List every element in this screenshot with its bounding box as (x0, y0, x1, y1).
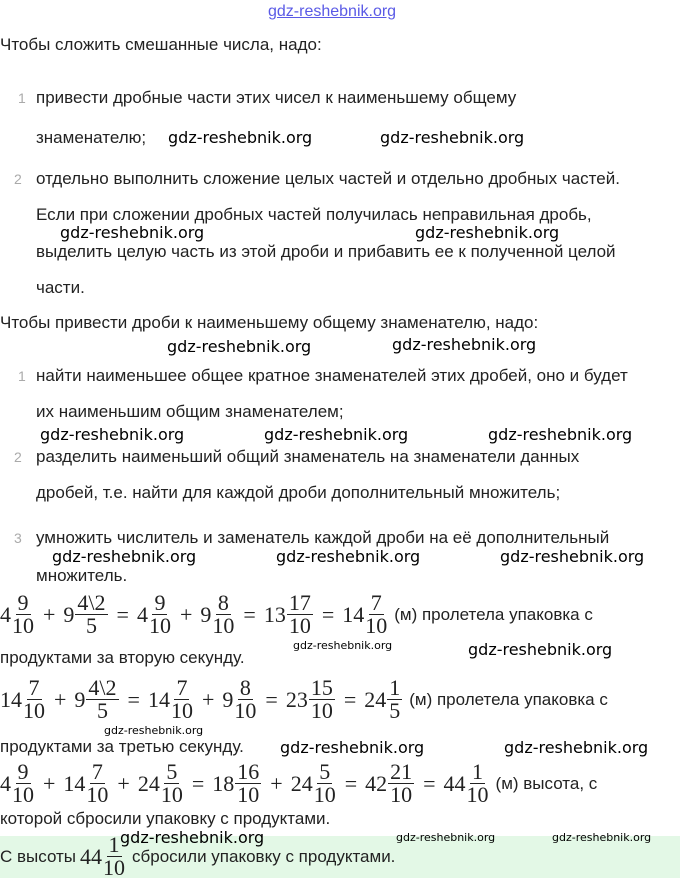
list-number: 1 (18, 90, 26, 106)
whole-part: 14 (0, 686, 22, 712)
fraction (467, 761, 489, 806)
fraction (149, 592, 171, 637)
denominator: 10 (86, 782, 109, 807)
equation-continuation: продуктами за вторую секунду. (0, 648, 245, 667)
mixed-number (148, 677, 194, 722)
equation-continuation: которой сбросили упаковку с продуктами. (0, 809, 331, 828)
mixed-number (138, 761, 184, 806)
denominator: 10 (390, 782, 413, 807)
operator: + (201, 686, 215, 712)
fraction (12, 761, 34, 806)
mixed-number (0, 677, 46, 722)
denominator: 10 (310, 698, 333, 723)
denominator: 10 (160, 782, 183, 807)
watermark: gdz-reshebnik.org (276, 547, 421, 566)
watermark: gdz-reshebnik.org (168, 128, 313, 147)
whole-part: 24 (364, 686, 387, 712)
whole-part: 44 (443, 770, 466, 796)
whole-part: 14 (342, 601, 365, 627)
mixed-number (264, 592, 314, 637)
operator: = (343, 686, 357, 712)
site-watermark-link[interactable]: gdz-reshebnik.org (268, 3, 397, 20)
numerator: 17 (288, 590, 311, 615)
heading-adding-mixed: Чтобы сложить смешанные числа, надо: (0, 35, 322, 54)
numerator: 8 (217, 590, 229, 615)
list-number: 3 (14, 530, 22, 546)
list-item-line: Если при сложении дробных частей получилась неправильная дробь, (36, 205, 592, 224)
denominator: 10 (313, 782, 336, 807)
operator: + (117, 770, 130, 796)
numerator: 1 (389, 675, 401, 700)
numerator: 7 (176, 675, 188, 700)
whole-part: 9 (74, 686, 86, 712)
fraction (309, 677, 335, 722)
watermark: gdz-reshebnik.org (120, 828, 265, 847)
mixed-number (0, 592, 35, 637)
equation-continuation: продуктами за третью секунду. (0, 737, 244, 756)
fraction (12, 592, 34, 637)
operator: = (127, 686, 140, 712)
numerator: 5 (319, 759, 331, 784)
answer-before: С высоты (0, 846, 77, 866)
mixed-number (365, 761, 415, 806)
fraction (388, 761, 414, 806)
mixed-number (222, 677, 257, 722)
mixed-number (63, 761, 109, 806)
list-item-line: умножить числитель и заменатель каждой дроби на её дополнительный (36, 528, 610, 547)
list-item-line: их наименьшим общим знаменателем; (36, 402, 344, 421)
list-item-line: части. (36, 278, 85, 297)
numerator: 21 (390, 759, 413, 784)
mixed-number (212, 761, 262, 806)
fraction (171, 677, 193, 722)
list-item-line: разделить наименьший общий знаменатель на знаменатели данных (36, 447, 580, 466)
watermark: gdz-reshebnik.org (468, 640, 613, 659)
operator: = (321, 601, 335, 627)
denominator: 10 (237, 782, 260, 807)
watermark: gdz-reshebnik.org (264, 425, 409, 444)
whole-part: 18 (212, 770, 235, 796)
numerator: 7 (28, 675, 40, 700)
mixed-number (200, 592, 235, 637)
whole-part: 23 (285, 686, 308, 712)
equation-text: (м) высота, с (495, 773, 598, 793)
numerator: 1 (472, 759, 484, 784)
denominator: 10 (148, 613, 171, 638)
operator: + (43, 601, 56, 627)
denominator: 10 (23, 698, 45, 723)
operator: = (243, 601, 256, 627)
fraction (314, 761, 336, 806)
operator: + (43, 770, 56, 796)
denominator: 10 (12, 782, 34, 807)
equation-text: (м) пролетела упаковка с (409, 689, 608, 709)
whole-part: 14 (147, 686, 170, 712)
mixed-number (0, 761, 35, 806)
watermark: gdz-reshebnik.org (504, 738, 649, 757)
denominator: 10 (103, 855, 126, 880)
numerator: 7 (91, 759, 103, 784)
equation-total-height (0, 761, 597, 806)
mixed-number (137, 592, 172, 637)
fraction (235, 761, 261, 806)
fraction (234, 677, 256, 722)
watermark: gdz-reshebnik.org (167, 337, 312, 356)
denominator: 10 (170, 698, 193, 723)
watermark: gdz-reshebnik.org (293, 639, 393, 652)
whole-part: 13 (263, 601, 286, 627)
equation-third-second (0, 677, 608, 722)
watermark: gdz-reshebnik.org (415, 223, 560, 242)
watermark: gdz-reshebnik.org (104, 724, 204, 737)
whole-part: 24 (137, 770, 160, 796)
operator: = (265, 686, 278, 712)
operator: + (54, 686, 67, 712)
watermark: gdz-reshebnik.org (552, 831, 652, 844)
numerator: 9 (154, 590, 166, 615)
numerator: 16 (237, 759, 260, 784)
list-item-line: найти наименьшее общее кратное знаменателей этих дробей, оно и будет (36, 366, 628, 385)
fraction (23, 677, 45, 722)
whole-part: 24 (290, 770, 313, 796)
operator: = (423, 770, 436, 796)
numerator: 9 (17, 759, 29, 784)
fraction (75, 592, 107, 637)
denominator: 10 (212, 613, 235, 638)
whole-part: 42 (365, 770, 388, 796)
denominator: 5 (96, 698, 108, 723)
numerator: 7 (370, 590, 382, 615)
list-item-line: дробей, т.е. найти для каждой дроби дополнительный множитель; (36, 483, 561, 502)
watermark: gdz-reshebnik.org (488, 425, 633, 444)
whole-part: 9 (222, 686, 234, 712)
mixed-number (342, 592, 388, 637)
whole-part: 4 (136, 601, 148, 627)
numerator: 4\2 (88, 675, 117, 700)
fraction (86, 677, 118, 722)
denominator: 10 (466, 782, 489, 807)
whole-part: 4 (0, 601, 11, 627)
mixed-number (291, 761, 337, 806)
equation-text: (м) пролетела упаковка с (394, 604, 593, 624)
whole-part: 9 (63, 601, 75, 627)
list-number: 2 (14, 171, 22, 187)
mixed-number (286, 677, 336, 722)
denominator: 5 (85, 613, 97, 638)
list-item-line: множитель. (36, 566, 128, 585)
heading-common-denominator: Чтобы привести дроби к наименьшему общему знаменателю, надо: (0, 313, 539, 332)
mixed-number (444, 761, 490, 806)
list-item-line: привести дробные части этих чисел к наименьшему общему (36, 88, 517, 107)
denominator: 10 (365, 613, 388, 638)
numerator: 15 (310, 675, 333, 700)
list-item-line: выделить целую часть из этой дроби и прибавить ее к полученной целой (36, 242, 616, 261)
equation-second-second (0, 592, 593, 637)
list-item-line: отдельно выполнить сложение целых частей и отдельно дробных частей. (36, 169, 620, 188)
list-number: 1 (18, 368, 26, 384)
watermark: gdz-reshebnik.org (380, 128, 525, 147)
fraction (387, 677, 402, 722)
whole-part: 4 (0, 770, 11, 796)
denominator: 10 (234, 698, 257, 723)
numerator: 8 (239, 675, 251, 700)
fraction (365, 592, 387, 637)
operator: + (270, 770, 283, 796)
numerator: 4\2 (77, 590, 106, 615)
watermark: gdz-reshebnik.org (52, 547, 197, 566)
fraction (212, 592, 234, 637)
watermark: gdz-reshebnik.org (392, 335, 537, 354)
denominator: 10 (288, 613, 311, 638)
fraction (287, 592, 313, 637)
whole-part: 14 (63, 770, 86, 796)
watermark: gdz-reshebnik.org (40, 425, 185, 444)
whole-part: 44 (80, 843, 103, 869)
mixed-number (63, 592, 108, 637)
operator: = (116, 601, 129, 627)
numerator: 1 (108, 832, 120, 857)
whole-part: 9 (200, 601, 212, 627)
operator: = (344, 770, 358, 796)
list-item-line: знаменателю; (36, 128, 147, 147)
list-number: 2 (14, 449, 22, 465)
numerator: 9 (17, 590, 29, 615)
watermark: gdz-reshebnik.org (500, 547, 645, 566)
watermark: gdz-reshebnik.org (396, 831, 496, 844)
denominator: 10 (12, 613, 34, 638)
watermark: gdz-reshebnik.org (60, 223, 205, 242)
denominator: 5 (389, 698, 401, 723)
mixed-number (74, 677, 119, 722)
answer-after: сбросили упаковку с продуктами. (132, 846, 396, 866)
fraction (161, 761, 183, 806)
fraction (86, 761, 108, 806)
mixed-number (364, 677, 403, 722)
watermark: gdz-reshebnik.org (280, 738, 425, 757)
operator: = (191, 770, 205, 796)
operator: + (179, 601, 193, 627)
numerator: 5 (166, 759, 178, 784)
